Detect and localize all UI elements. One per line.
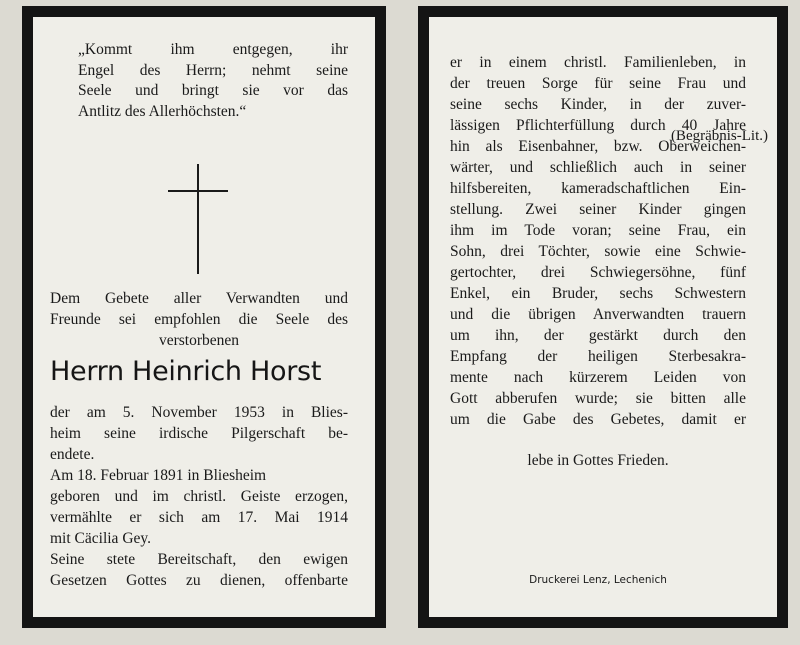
bio-line: der am 5. November 1953 in Blies- <box>50 404 348 421</box>
quote-source: (Begräbnis-Lit.) <box>670 128 768 144</box>
text-line: um ihn, der gestärkt durch den <box>450 327 746 344</box>
bio-line: vermählte er sich am 17. Mai 1914 <box>50 509 348 526</box>
text-line: Sohn, drei Töchter, sowie eine Schwie- <box>450 243 746 260</box>
intro-text <box>50 288 348 351</box>
cross-icon <box>168 164 228 274</box>
text-line: ihm im Tode voran; seine Frau, ein <box>450 222 746 239</box>
text-line: hin als Eisenbahner, bzw. Oberweichen- <box>450 138 746 155</box>
text-line: der treuen Sorge für seine Frau und <box>450 75 746 92</box>
deceased-name: Herrn Heinrich Horst <box>50 356 322 387</box>
text-line: hilfsbereiten, kameradschaftlichen Ein- <box>450 180 746 197</box>
intro-line: verstorbenen <box>158 332 240 349</box>
bio-line: mit Cäcilia Gey. <box>50 530 152 547</box>
text-line: um die Gabe des Gebetes, damit er <box>450 411 746 428</box>
quote-line: Seele und bringt sie vor das <box>78 82 348 99</box>
intro-line: Freunde sei empfohlen die Seele des <box>50 311 348 328</box>
text-line: lässigen Pflichterfüllung durch 40 Jahre <box>450 117 746 134</box>
printer-credit: Druckerei Lenz, Lechenich <box>529 574 667 586</box>
intro-line: Dem Gebete aller Verwandten und <box>50 290 348 307</box>
quote-line: Antlitz des Allerhöchsten.“ <box>78 102 247 120</box>
quote-line: Engel des Herrn; nehmt seine <box>78 61 348 79</box>
continuation-text <box>450 52 746 430</box>
text-line: Empfang der heiligen Sterbesakra- <box>450 348 746 365</box>
text-line: seine sechs Kinder, in der zuver- <box>450 96 746 113</box>
text-line: gertochter, drei Schwiegersöhne, fünf <box>450 264 746 281</box>
biography-text <box>50 402 348 591</box>
text-line: wärter, und schließlich auch in seiner <box>450 159 746 176</box>
bio-line: endete. <box>50 446 95 463</box>
text-line: mente nach kürzerem Leiden von <box>450 369 746 386</box>
text-line: und die übrigen Anverwandten trauern <box>450 306 746 323</box>
memorial-quote <box>78 40 348 122</box>
quote-line: „Kommt ihm entgegen, ihr <box>78 41 348 58</box>
text-line: er in einem christl. Familienleben, in <box>450 54 746 71</box>
bio-line: Gesetzen Gottes zu dienen, offenbarte <box>50 572 348 589</box>
text-line: Enkel, ein Bruder, sechs Schwestern <box>450 285 746 302</box>
closing-line: lebe in Gottes Frieden. <box>527 452 669 469</box>
text-line: stellung. Zwei seiner Kinder gingen <box>450 201 746 218</box>
text-line: Gott abberufen wurde; sie bitten alle <box>450 390 746 407</box>
bio-line: heim seine irdische Pilgerschaft be- <box>50 425 348 442</box>
bio-line: Am 18. Februar 1891 in Bliesheim <box>50 467 267 484</box>
bio-line: geboren und im christl. Geiste erzogen, <box>50 488 348 505</box>
bio-line: Seine stete Bereitschaft, den ewigen <box>50 551 348 568</box>
